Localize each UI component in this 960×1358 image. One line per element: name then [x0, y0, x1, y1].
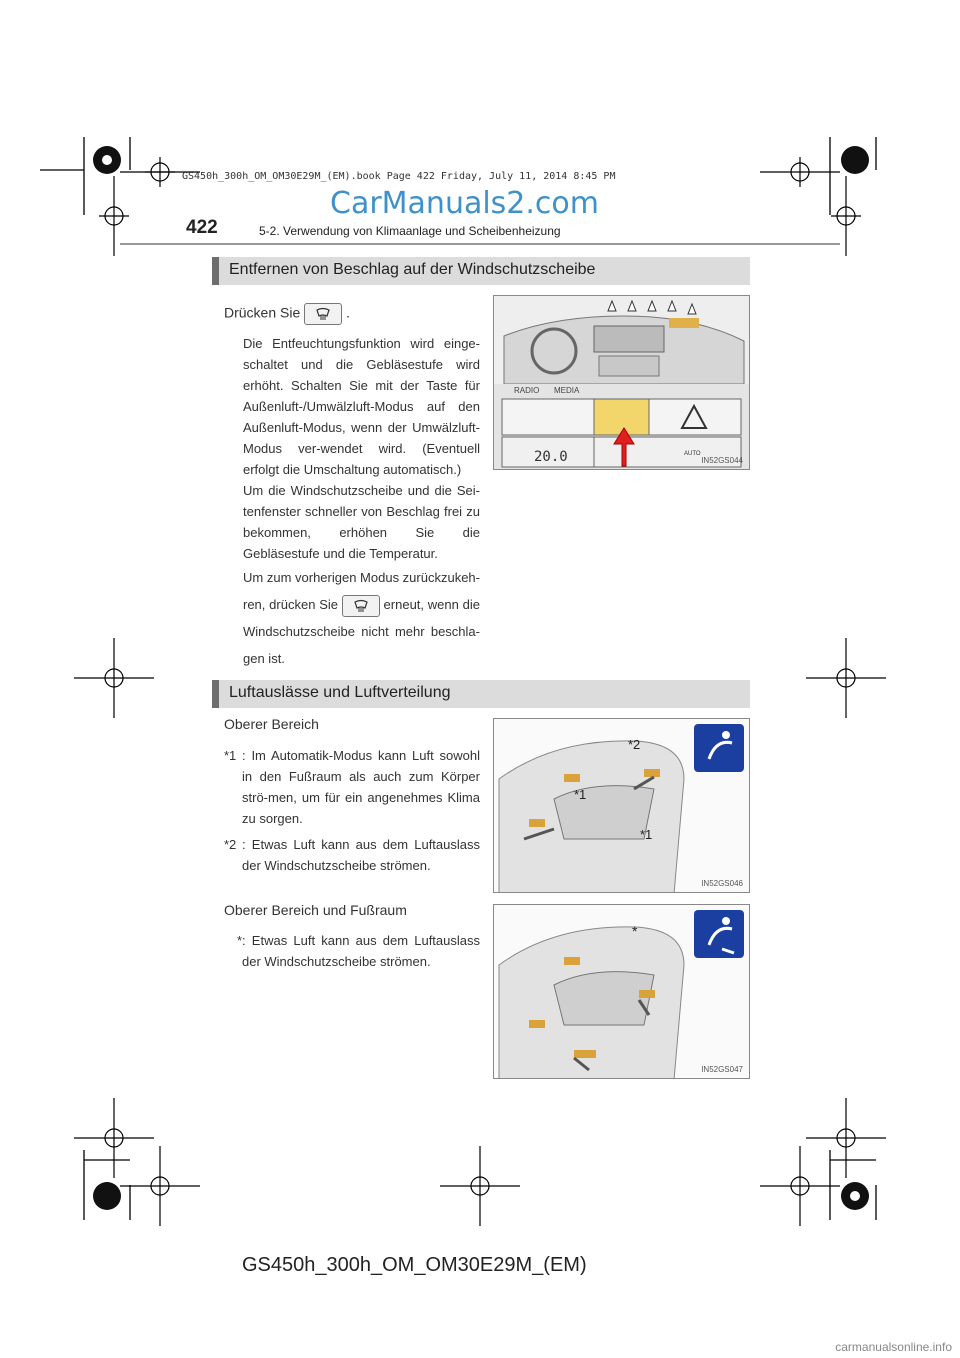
upper-and-foot-figure [493, 904, 750, 1079]
label-auto: AUTO [684, 451, 701, 457]
marker-star: * [632, 923, 638, 939]
defog-figure [493, 295, 750, 470]
description-para1: Die Entfeuchtungsfunktion wird einge-schaltet und die Gebläsestufe wird erhöht. Schalten Sie mit der Taste für Außenluft-/Umwälzluft-Modus auf den Außenluft-Modus, wenn der Umwälzluft-Modus ver-wendet wird. (Eventuell erfolgt die Umschaltung automatisch.) [243, 336, 480, 477]
upper-area-figure [493, 718, 750, 893]
label-radio: RADIO [514, 386, 540, 395]
mode1-note1 [224, 745, 480, 829]
figure-code: IN52GS044 [701, 456, 743, 465]
label-media: MEDIA [554, 386, 580, 395]
mode2-note [224, 930, 480, 972]
return-suffix: erneut, wenn die Windschutzscheibe nicht mehr beschla-gen ist. [243, 597, 480, 666]
instruction-prefix: Drücken Sie [224, 304, 301, 321]
header-rule [120, 243, 840, 245]
defog-description [243, 333, 480, 672]
footer-model-code: GS450h_300h_OM_OM30E29M_(EM) [242, 1254, 587, 1276]
instruction-suffix: . [346, 304, 350, 321]
mode2-title: Oberer Bereich und Fußraum [224, 902, 407, 918]
footer-site: carmanualsonline.info [835, 1340, 952, 1354]
figure-code-2: IN52GS046 [701, 879, 743, 888]
note-text: : Etwas Luft kann aus dem Luftauslass der Windschutzscheibe strömen. [242, 933, 480, 969]
mode1-title: Oberer Bereich [224, 716, 319, 732]
page-number: 422 [186, 217, 218, 238]
dashboard-illustration [494, 296, 750, 470]
cabin-airflow-illustration [494, 719, 750, 893]
note2-text: : Etwas Luft kann aus dem Luftauslass der Windschutzscheibe strömen. [242, 837, 480, 873]
book-file-line: GS450h_300h_OM_OM30E29M_(EM).book Page 422 Friday, July 11, 2014 8:45 PM [182, 171, 616, 182]
figure-code-3: IN52GS047 [701, 1065, 743, 1074]
marker-1a: *1 [574, 787, 587, 802]
return-prefix: Um zum vorherigen Modus zurückzukeh-ren, drücken Sie [243, 570, 480, 612]
windshield-defogger-button-icon-2 [342, 595, 380, 617]
marker-1b: *1 [640, 827, 653, 842]
marker-2: *2 [628, 737, 641, 752]
note-mark: * [236, 933, 242, 948]
temperature-display: 20.0 [534, 449, 568, 465]
note1-text: : Im Automatik-Modus kann Luft sowohl in den Fußraum als auch zum Körper strö-men, um für ein angenehmes Klima zu sorgen. [242, 748, 480, 826]
note1-mark: *1 [224, 748, 237, 763]
description-para2: Um die Windschutzscheibe und die Sei-tenfenster schneller von Beschlag frei zu bekommen, erhöhen Sie die Gebläsestufe und die Temperatur. [243, 483, 480, 561]
chapter-title: 5-2. Verwendung von Klimaanlage und Scheibenheizung [259, 224, 561, 238]
windshield-defogger-button-icon [304, 303, 342, 325]
defog-instruction [224, 303, 350, 325]
section-title-defog: Entfernen von Beschlag auf der Windschutzscheibe [212, 257, 750, 285]
note2-mark: *2 [224, 837, 237, 852]
section-title-air-outlets: Luftauslässe und Luftverteilung [212, 680, 750, 708]
watermark: CarManuals2.com [330, 186, 600, 221]
cabin-airflow-illustration-2 [494, 905, 750, 1079]
description-para3 [243, 564, 480, 672]
mode1-note2 [224, 834, 480, 876]
